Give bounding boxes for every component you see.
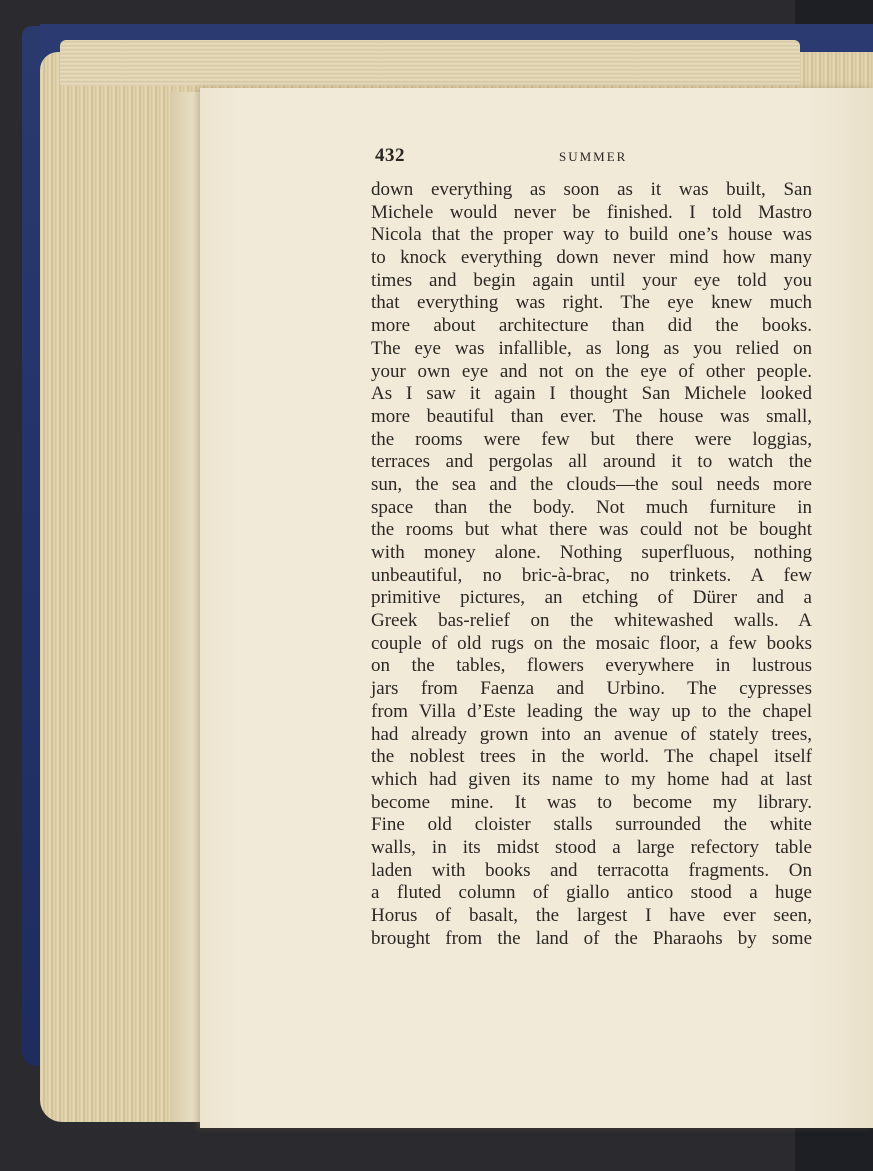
text-line: on the tables, flowers everywhere in lustrous <box>371 655 812 677</box>
text-line: Michele would never be finished. I told Mastro <box>371 201 812 223</box>
text-line: with money alone. Nothing superfluous, nothing <box>371 542 812 563</box>
text-line: space than the body. Not much furniture in <box>371 496 812 518</box>
text-line: which had given its name to my home had at last <box>371 768 812 790</box>
text-line: sun, the sea and the clouds—the soul needs more <box>371 473 812 495</box>
text-line: the rooms were few but there were loggias, <box>371 428 812 450</box>
text-line: to knock everything down never mind how many <box>371 247 812 269</box>
text-line: brought from the land of the Pharaohs by some <box>371 927 812 949</box>
text-line: jars from Faenza and Urbino. The cypresses <box>371 678 812 700</box>
text-line: As I saw it again I thought San Michele looked <box>371 383 812 405</box>
page-edges-top <box>60 40 800 85</box>
text-line: had already grown into an avenue of stately trees, <box>371 723 812 745</box>
text-line: Greek bas-relief on the whitewashed walls. A <box>371 610 812 632</box>
text-line: down everything as soon as it was built, San <box>371 179 812 200</box>
text-line: Nicola that the proper way to build one’s house was <box>371 224 812 246</box>
text-line: couple of old rugs on the mosaic floor, a few books <box>371 632 812 654</box>
text-line: the noblest trees in the world. The chapel itself <box>371 746 812 768</box>
page-gutter <box>170 92 204 1122</box>
running-head: SUMMER <box>559 149 628 164</box>
text-line: more about architecture than did the books. <box>371 315 812 337</box>
page-header <box>375 145 812 169</box>
text-line: primitive pictures, an etching of Dürer and a <box>371 587 812 609</box>
text-line: more beautiful than ever. The house was small, <box>371 405 812 427</box>
text-line: Horus of basalt, the largest I have ever seen, <box>371 905 812 926</box>
text-line: times and begin again until your eye told you <box>371 269 812 291</box>
text-line: a fluted column of giallo antico stood a huge <box>371 882 812 904</box>
text-line: the rooms but what there was could not be bought <box>371 519 812 541</box>
text-line: from Villa d’Este leading the way up to the chapel <box>371 700 812 722</box>
text-line: unbeautiful, no bric-à-brac, no trinkets. A few <box>371 564 812 586</box>
text-line: become mine. It was to become my library. <box>371 791 812 813</box>
text-line: your own eye and not on the eye of other people. <box>371 360 812 382</box>
text-line: walls, in its midst stood a large refectory table <box>371 836 812 858</box>
text-line: The eye was infallible, as long as you relied on <box>371 337 812 359</box>
text-line: that everything was right. The eye knew much <box>371 292 812 314</box>
text-line: terraces and pergolas all around it to watch the <box>371 451 812 473</box>
page-number: 432 <box>375 145 405 166</box>
body-text <box>371 179 812 950</box>
text-line: laden with books and terracotta fragments. On <box>371 859 812 881</box>
text-line: Fine old cloister stalls surrounded the white <box>371 814 812 836</box>
